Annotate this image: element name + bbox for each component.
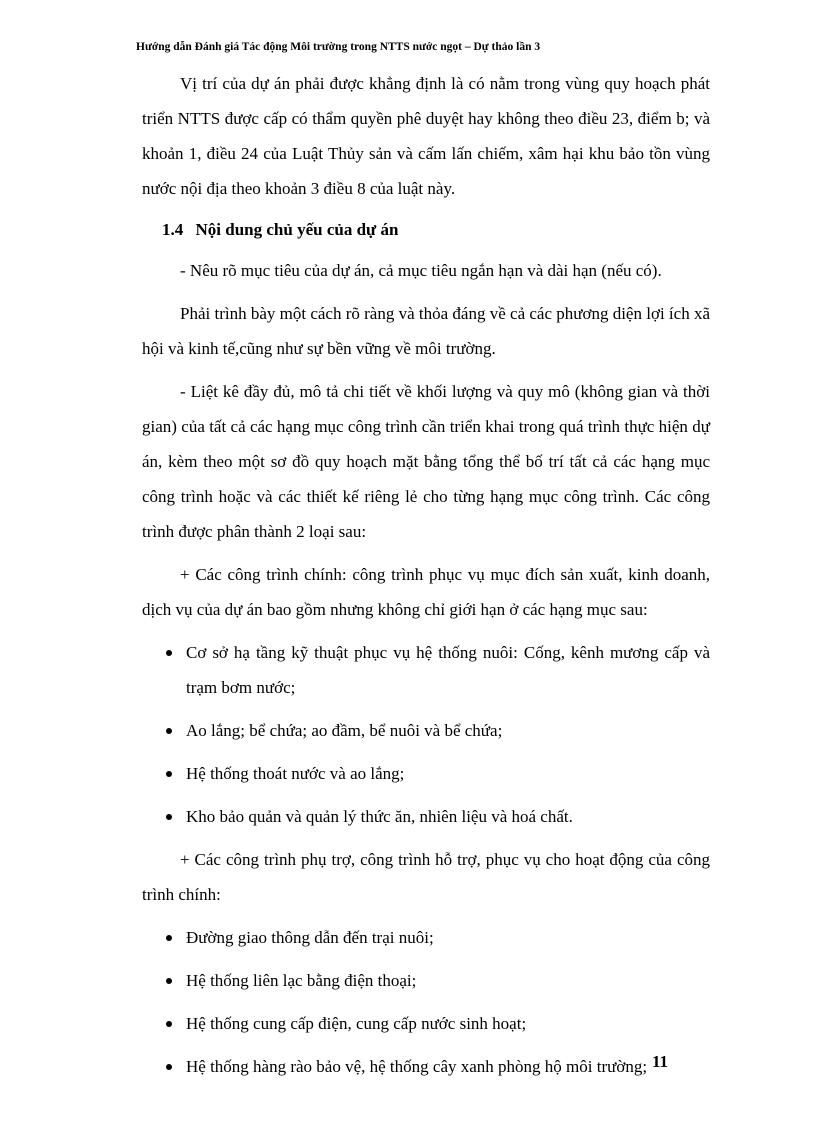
list-item-text: Cơ sở hạ tầng kỹ thuật phục vụ hệ thống nuôi: Cống, kênh mương cấp và trạm bơm nước; [186, 643, 710, 697]
section-heading [142, 212, 710, 247]
section-number: 1.4 [162, 220, 184, 239]
paragraph-presentation: Phải trình bày một cách rõ ràng và thỏa đáng về cả các phương diện lợi ích xã hội và kinh tế,cũng như sự bền vững về môi trường. [142, 304, 710, 358]
bullet-icon [166, 814, 172, 820]
list-item-text: Hệ thống cung cấp điện, cung cấp nước sinh hoạt; [186, 1014, 527, 1033]
main-works-list [142, 635, 710, 834]
bullet-icon [166, 728, 172, 734]
paragraph-objectives: - Nêu rõ mục tiêu của dự án, cả mục tiêu ngắn hạn và dài hạn (nếu có). [180, 261, 662, 280]
list-item [142, 799, 710, 834]
list-item [142, 1049, 710, 1084]
list-item-text: Ao lắng; bể chứa; ao đầm, bể nuôi và bể chứa; [186, 721, 503, 740]
list-item-text: Hệ thống thoát nước và ao lắng; [186, 764, 405, 783]
page-number: 11 [652, 1052, 669, 1071]
bullet-icon [166, 1064, 172, 1070]
section-title: Nội dung chủ yếu của dự án [195, 220, 399, 239]
bullet-icon [166, 771, 172, 777]
list-item [142, 713, 710, 748]
document-body [142, 66, 710, 1092]
list-item-text: Đường giao thông dẫn đến trại nuôi; [186, 928, 434, 947]
paragraph-listing: - Liệt kê đầy đủ, mô tả chi tiết về khối lượng và quy mô (không gian và thời gian) của tất cả các hạng mục công trình cần triển khai trong quá trình thực hiện dự án, kèm theo một sơ đồ quy hoạch mặt bằng tổng thể bố trí tất cả các hạng mục công trình hoặc và các thiết kế riêng lẻ cho từng hạng mục công trình. Các công trình được phân thành 2 loại sau: [142, 382, 710, 541]
bullet-icon [166, 978, 172, 984]
list-item-text: Hệ thống liên lạc bằng điện thoại; [186, 971, 417, 990]
main-works-intro: + Các công trình chính: công trình phục vụ mục đích sản xuất, kinh doanh, dịch vụ của dự án bao gồm nhưng không chỉ giới hạn ở các hạng mục sau: [142, 565, 710, 619]
aux-works-list [142, 920, 710, 1084]
bullet-icon [166, 1021, 172, 1027]
list-item-text: Kho bảo quản và quản lý thức ăn, nhiên liệu và hoá chất. [186, 807, 573, 826]
intro-paragraph: Vị trí của dự án phải được khẳng định là có nằm trong vùng quy hoạch phát triển NTTS được cấp có thẩm quyền phê duyệt hay không theo điều 23, điểm b; và khoản 1, điều 24 của Luật Thủy sản và cấm lấn chiếm, xâm hại khu bảo tồn vùng nước nội địa theo khoản 3 điều 8 của luật này. [142, 74, 710, 198]
list-item [142, 920, 710, 955]
list-item-text: Hệ thống hàng rào bảo vệ, hệ thống cây xanh phòng hộ môi trường; [186, 1057, 648, 1076]
bullet-icon [166, 650, 172, 656]
running-header: Hướng dẫn Đánh giá Tác động Môi trường trong NTTS nước ngọt – Dự thảo lần 3 [136, 41, 541, 53]
list-item [142, 635, 710, 705]
list-item [142, 963, 710, 998]
list-item [142, 756, 710, 791]
bullet-icon [166, 935, 172, 941]
aux-works-intro: + Các công trình phụ trợ, công trình hỗ trợ, phục vụ cho hoạt động của công trình chính: [142, 850, 710, 904]
list-item [142, 1006, 710, 1041]
